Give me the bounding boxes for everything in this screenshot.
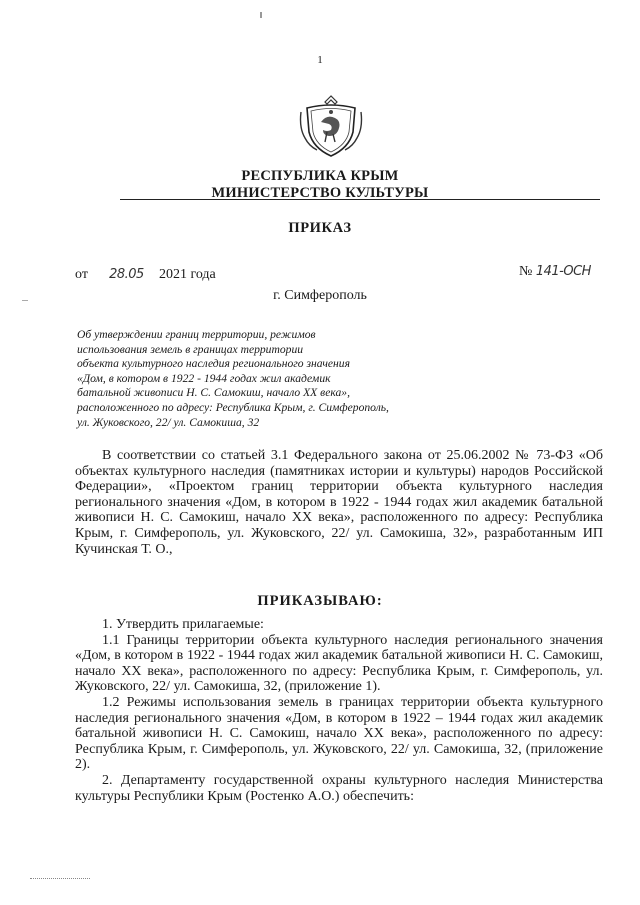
subject-line: «Дом, в котором в 1922 - 1944 годах жил академик (77, 371, 331, 385)
order-item: 2. Департаменту государственной охраны культурного наследия Министерства культуры Республики Крым (Ростенко А.О.) обеспечить: (75, 772, 603, 804)
preamble (75, 448, 603, 557)
document-type: ПРИКАЗ (288, 220, 352, 236)
subject-line: ул. Жуковского, 22/ ул. Самокиша, 32 (77, 415, 260, 429)
number-handwritten: 141-ОСН (535, 264, 591, 279)
footer-rule (30, 878, 90, 879)
subject-line: использования земель в границах территории (77, 342, 304, 356)
date-year: 2021 года (158, 267, 216, 282)
page-number: 1 (317, 54, 323, 66)
subject-block (77, 328, 447, 430)
order-item: 1.2 Режимы использования земель в границах территории объекта культурного наследия регионального значения «Дом, в котором в 1922 – 1944 годах жил академик батальной живописи Н. С. Самокиш, начало XX века», расположенного по адресу: Республика Крым, г. Симферополь, ул. Жуковского, 22/ ул. Самокиша, 32, (приложение 2). (75, 694, 603, 773)
order-number (519, 264, 591, 280)
number-prefix: № (519, 264, 533, 279)
date-line (75, 267, 216, 283)
subject-line: батальной живописи Н. С. Самокиш, начало XX века», (77, 386, 350, 400)
order-item: 1.1 Границы территории объекта культурного наследия регионального значения «Дом, в котором в 1922 - 1944 годах жил академик батальной живописи Н. С. Самокиш, начало XX века», расположенного по адресу: Республика Крым, г. Симферополь, ул. Жуковского, 22/ ул. Самокиша, 32, (приложение 1). (75, 632, 603, 695)
subject-line: расположенного по адресу: Республика Крым, г. Симферополь, (77, 400, 389, 414)
date-handwritten: 28.05 (109, 267, 144, 282)
subject-line: объекта культурного наследия регионального значения (77, 357, 350, 371)
crimea-coat-of-arms-icon (297, 88, 365, 160)
header-divider (120, 199, 600, 200)
ministry-title: МИНИСТЕРСТВО КУЛЬТУРЫ (211, 185, 429, 201)
order-items (75, 617, 603, 804)
subject-line: Об утверждении границ территории, режимов (77, 328, 316, 341)
date-prefix: от (75, 267, 88, 282)
preamble-text: В соответствии со статьей 3.1 Федерального закона от 25.06.2002 № 73-ФЗ «Об объектах культурного наследия (памятниках истории и культуры) народов Российской Федерации», «Проектом границ территории объекта культурного наследия регионального значения «Дом, в котором в 1922 - 1944 годах жил академик батальной живописи Н. С. Самокиш, начало XX века», расположенного по адресу: Республика Крым, г. Симферополь, ул. Жуковского, 22/ ул. Самокиша, 32», разработанным ИП Кучинская Т. О., (75, 448, 603, 557)
city: г. Симферополь (273, 288, 367, 303)
scan-mark (260, 12, 262, 18)
order-item: 1. Утвердить прилагаемые: (102, 617, 264, 632)
region-title: РЕСПУБЛИКА КРЫМ (241, 168, 399, 184)
order-heading: ПРИКАЗЫВАЮ: (257, 593, 383, 609)
